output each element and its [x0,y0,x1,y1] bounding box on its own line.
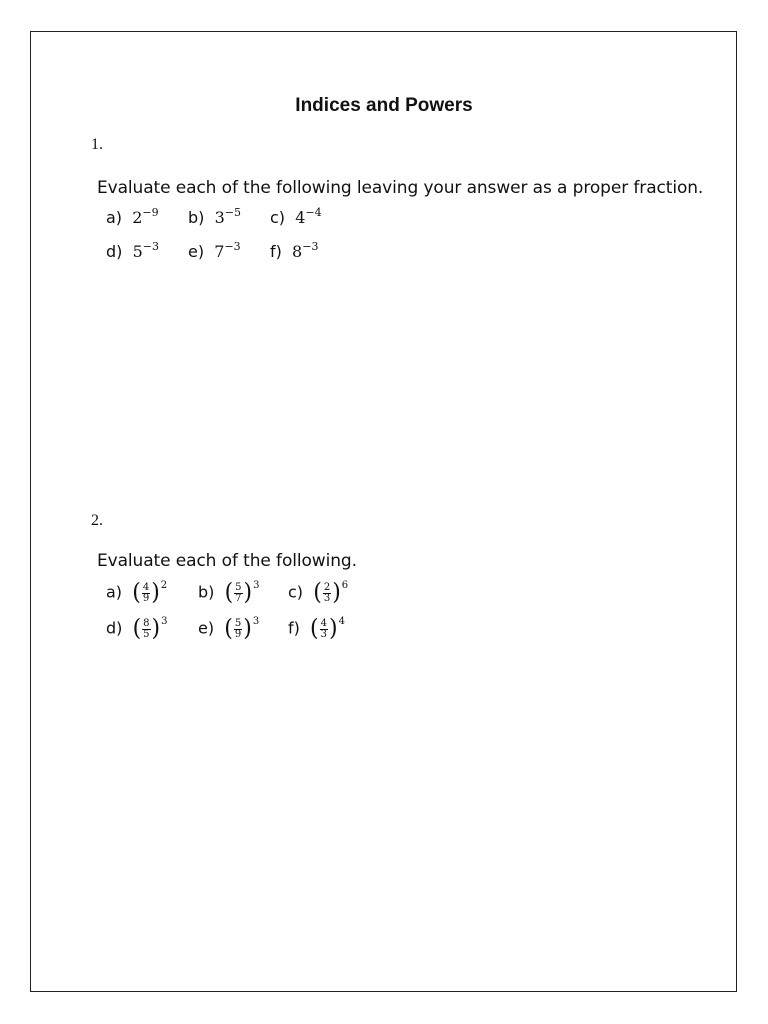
item-exponent: −3 [224,240,241,253]
item-label: d) [106,618,123,638]
q1-item-c [270,208,322,227]
q2-item-d [106,615,168,642]
item-base: 7 [214,242,225,261]
question-1-instruction: Evaluate each of the following leaving your answer as a proper fraction. [97,178,704,198]
item-base: 4 [295,208,306,227]
numerator: 2 [323,581,331,593]
question-2-instruction: Evaluate each of the following. [97,551,357,571]
fraction [142,619,150,640]
numerator: 4 [320,617,328,629]
item-label: d) [106,242,123,261]
fraction-power: ( $\frac{4}{3}$ ) 4 [310,615,345,642]
numerator: 5 [234,617,242,629]
item-base: 8 [292,242,303,261]
item-exponent: 6 [341,580,349,591]
fraction-power: ( $\frac{5}{7}$ ) 3 [224,579,260,606]
item-exponent: 2 [160,580,168,591]
fraction-power: ( $\frac{2}{3}$ ) 6 [313,579,349,606]
denominator: 5 [143,628,150,640]
question-2-number: 2. [91,512,103,529]
q2-item-f [288,615,345,642]
item-exponent: 3 [252,616,260,627]
item-exponent: −5 [224,206,241,219]
numerator: 8 [143,617,150,629]
numerator: 5 [235,581,242,593]
fraction [142,583,150,604]
denominator: 9 [142,592,150,604]
item-label: a) [106,582,123,602]
question-1-number: 1. [91,136,103,153]
denominator: 7 [235,592,242,604]
item-label: f) [270,242,282,261]
item-label: e) [188,242,205,261]
fraction-power: ( $\frac{8}{5}$ ) 3 [132,615,168,642]
q1-item-b [188,208,241,227]
fraction-power: ( $\frac{5}{9}$ ) 3 [224,615,260,642]
denominator: 3 [323,592,331,604]
q2-item-e [198,615,260,642]
item-exponent: 3 [161,616,168,627]
page-title: Indices and Powers [295,95,473,116]
item-exponent: −3 [142,240,159,253]
fraction [320,619,328,640]
item-base: 5 [132,242,143,261]
item-label: e) [198,618,215,638]
item-exponent: −9 [142,206,159,219]
item-label: c) [270,208,286,227]
page-border [30,31,737,992]
q2-item-c [288,579,349,606]
fraction [234,583,242,604]
denominator: 9 [234,628,242,640]
item-exponent: −3 [302,240,319,253]
item-exponent: 3 [253,580,260,591]
item-base: 2 [132,208,143,227]
item-exponent: −4 [305,206,322,219]
q1-item-a [106,208,159,227]
item-label: b) [188,208,205,227]
q2-item-b [198,579,260,606]
item-exponent: 4 [338,616,345,627]
fraction [234,619,242,640]
q1-item-f [270,242,318,261]
q1-item-d [106,242,159,261]
item-label: a) [106,208,123,227]
fraction-power: ( $\frac{4}{9}$ ) 2 [132,579,168,606]
item-base: 3 [214,208,225,227]
item-label: f) [288,618,300,638]
numerator: 4 [142,581,150,593]
item-label: c) [288,582,304,602]
fraction [323,583,331,604]
q2-item-a [106,579,168,606]
denominator: 3 [320,628,328,640]
q1-item-e [188,242,241,261]
item-label: b) [198,582,215,602]
